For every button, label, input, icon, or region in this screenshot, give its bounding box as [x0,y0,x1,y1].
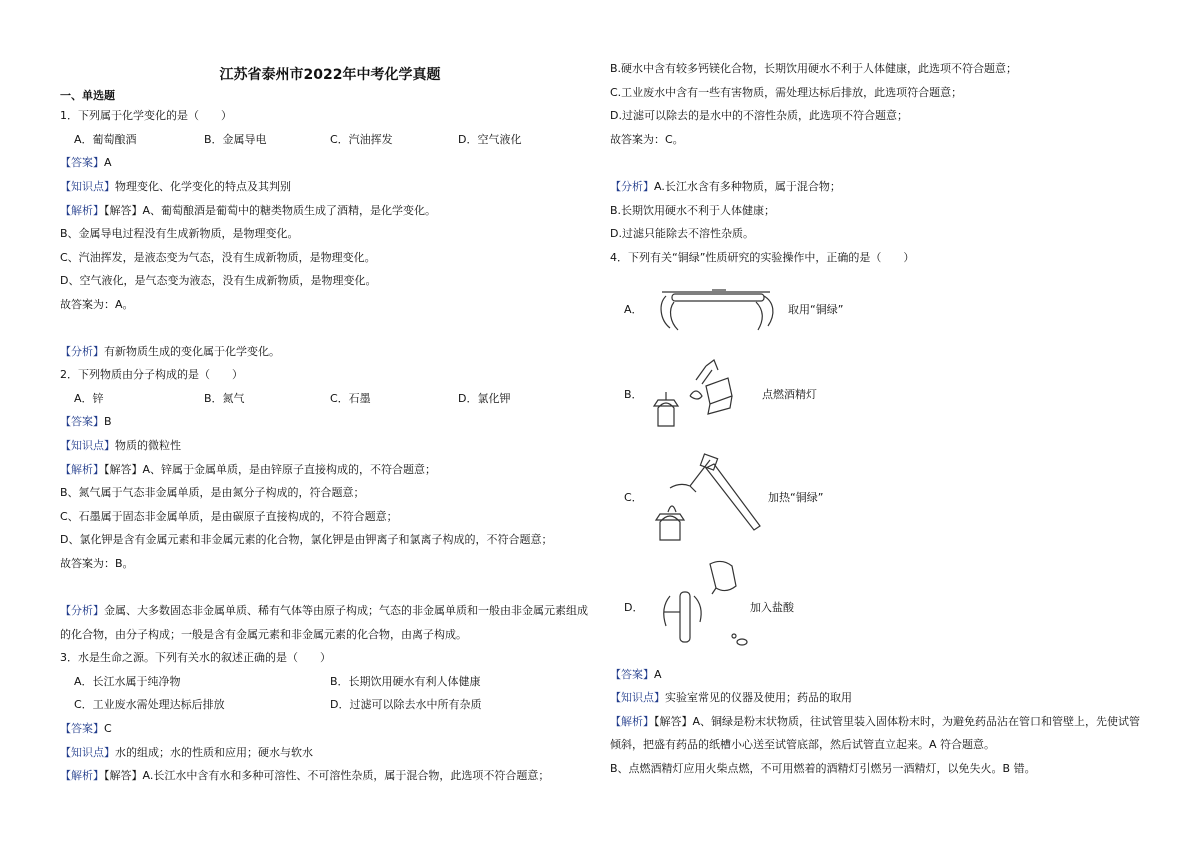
explanation-tag: 【解析】 [610,715,654,728]
q4-answer [610,663,662,687]
q1-explanation-line [60,199,436,223]
q3-analysis-line: B.长期饮用硬水不利于人体健康； [610,204,776,217]
q2-explanation-line: 故答案为：B。 [60,557,134,570]
answer-value: A [104,156,112,169]
q2-explanation-line: B、氮气属于气态非金属单质，是由氮分子构成的，符合题意； [60,486,365,499]
q3-explanation-line: D.过滤可以除去的是水中的不溶性杂质，此选项不符合题意； [610,109,908,122]
answer-value: A [654,668,662,681]
q2-explanation-line: C、石墨属于固态非金属单质，是由碳原子直接构成的，不符合题意； [60,510,398,523]
q2-option-d: D．氯化钾 [458,392,511,405]
q3-option-a: A．长江水属于纯净物 [74,675,181,688]
knowledge-tag: 【知识点】 [610,691,665,704]
explanation-text: 【解答】A、铜绿是粉末状物质，往试管里装入固体粉末时，为避免药品沾在管口和管壁上，先使试管 [654,715,1141,728]
q1-answer [60,151,112,175]
answer-value: C [104,722,112,735]
knowledge-text: 实验室常见的仪器及使用；药品的取用 [665,691,852,704]
explanation-text: 【解答】A.长江水中含有水和多种可溶性、不可溶性杂质，属于混合物，此选项不符合题意； [104,769,550,782]
q4-option-b-caption: 点燃酒精灯 [762,388,817,401]
q1-option-b: B．金属导电 [204,133,267,146]
q4-stem: 4．下列有关“铜绿”性质研究的实验操作中，正确的是（ ） [610,251,915,264]
q1-stem: 1．下列属于化学变化的是（ ） [60,109,232,122]
page-title: 江苏省泰州市2022年中考化学真题 [219,67,441,83]
q2-explanation-line [60,458,436,482]
knowledge-text: 物质的微粒性 [115,439,181,452]
answer-tag: 【答案】 [60,722,104,735]
knowledge-tag: 【知识点】 [60,439,115,452]
heating-test-tube-icon [650,446,780,546]
analysis-text: 金属、大多数固态非金属单质、稀有气体等由原子构成；气态的非金属单质和一般由非金属元素组成 [104,604,588,617]
q4-option-a-caption: 取用“铜绿” [788,303,844,316]
q4-explanation-line [610,710,1140,734]
q3-explanation-line: B.硬水中含有较多钙镁化合物，长期饮用硬水不利于人体健康，此选项不符合题意； [610,62,1018,75]
q3-analysis [610,175,841,199]
answer-tag: 【答案】 [60,415,104,428]
q2-answer [60,410,112,434]
q1-explanation-line: C、汽油挥发，是液态变为气态，没有生成新物质，是物理变化。 [60,251,376,264]
knowledge-tag: 【知识点】 [60,180,115,193]
q3-knowledge-point [60,741,313,765]
q4-option-b-letter: B． [624,388,643,401]
pour-reagent-icon [650,556,760,652]
q2-knowledge-point [60,434,181,458]
q4-option-c-caption: 加热“铜绿” [768,491,824,504]
q4-option-a-letter: A． [624,303,643,316]
analysis-tag: 【分析】 [60,604,104,617]
analysis-tag: 【分析】 [60,345,104,358]
test-tube-spatula-icon [652,280,782,336]
q3-option-d: D．过滤可以除去水中所有杂质 [330,698,482,711]
q3-explanation-line [60,764,549,788]
q2-option-c: C．石墨 [330,392,371,405]
answer-value: B [104,415,112,428]
q2-analysis [60,599,588,623]
section-heading: 一、单选题 [60,89,115,102]
q4-explanation-line: 倾斜，把盛有药品的纸槽小心送至试管底部，然后试管直立起来。A 符合题意。 [610,738,996,751]
explanation-text: 【解答】A、锌属于金属单质，是由锌原子直接构成的，不符合题意； [104,463,437,476]
q3-analysis-line: D.过滤只能除去不溶性杂质。 [610,227,754,240]
alcohol-lamps-icon [650,356,760,432]
q3-explanation-line: C.工业废水中含有一些有害物质，需处理达标后排放，此选项符合题意； [610,86,963,99]
q3-answer [60,717,112,741]
q4-option-d-letter: D． [624,601,644,614]
analysis-text: A.长江水含有多种物质，属于混合物； [654,180,841,193]
explanation-tag: 【解析】 [60,463,104,476]
explanation-text: 【解答】A、葡萄酿酒是葡萄中的糖类物质生成了酒精，是化学变化。 [104,204,437,217]
q3-option-c: C．工业废水需处理达标后排放 [74,698,225,711]
q3-stem: 3．水是生命之源。下列有关水的叙述正确的是（ ） [60,651,331,664]
q4-knowledge-point [610,686,852,710]
q1-explanation-line: B、金属导电过程没有生成新物质，是物理变化。 [60,227,299,240]
knowledge-text: 水的组成；水的性质和应用；硬水与软水 [115,746,313,759]
q1-option-a: A．葡萄酿酒 [74,133,137,146]
q1-analysis [60,340,280,364]
knowledge-tag: 【知识点】 [60,746,115,759]
q4-explanation-line: B、点燃酒精灯应用火柴点燃，不可用燃着的酒精灯引燃另一酒精灯，以免失火。B 错。 [610,762,1036,775]
explanation-tag: 【解析】 [60,769,104,782]
q2-analysis-line: 的化合物，由分子构成；一般是含有金属元素和非金属元素的化合物，由离子构成。 [60,628,467,641]
q2-option-a: A．锌 [74,392,104,405]
q1-explanation-line: D、空气液化，是气态变为液态，没有生成新物质，是物理变化。 [60,274,377,287]
q3-explanation-line: 故答案为：C。 [610,133,684,146]
q4-option-c-letter: C． [624,491,643,504]
analysis-text: 有新物质生成的变化属于化学变化。 [104,345,280,358]
q1-knowledge-point [60,175,291,199]
q1-option-c: C．汽油挥发 [330,133,393,146]
analysis-tag: 【分析】 [610,180,654,193]
q1-option-d: D．空气液化 [458,133,522,146]
answer-tag: 【答案】 [610,668,654,681]
q1-explanation-line: 故答案为：A。 [60,298,134,311]
q2-explanation-line: D、氯化钾是含有金属元素和非金属元素的化合物，氯化钾是由钾离子和氯离子构成的，不符合题意； [60,533,553,546]
q2-stem: 2．下列物质由分子构成的是（ ） [60,368,243,381]
q2-option-b: B．氮气 [204,392,245,405]
q3-option-b: B．长期饮用硬水有利人体健康 [330,675,481,688]
knowledge-text: 物理变化、化学变化的特点及其判别 [115,180,291,193]
explanation-tag: 【解析】 [60,204,104,217]
q4-option-d-caption: 加入盐酸 [750,601,794,614]
answer-tag: 【答案】 [60,156,104,169]
